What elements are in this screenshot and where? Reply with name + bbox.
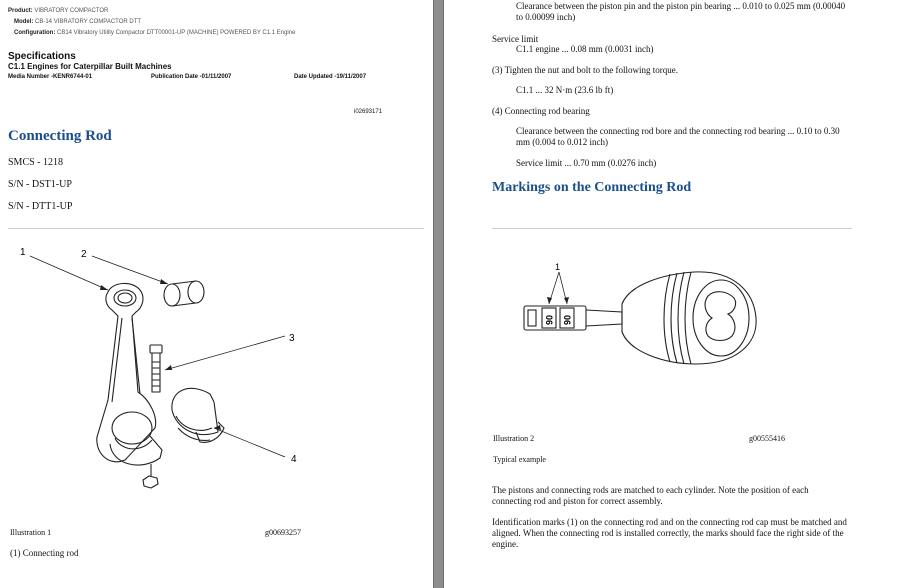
right-page	[444, 0, 903, 588]
bore-clearance: Clearance between the connecting rod bore and the connecting rod bearing ... 0.10 to 0.30	[516, 126, 840, 136]
section-title-markings: Markings on the Connecting Rod	[492, 180, 692, 195]
smcs-code: SMCS - 1218	[8, 157, 64, 168]
bore-clearance-cont: mm (0.004 to 0.012 inch)	[516, 137, 608, 147]
service-limit-label: Service limit	[492, 34, 539, 44]
doc-id: i02693171	[354, 109, 383, 115]
model-line	[14, 19, 141, 25]
page-gutter	[433, 0, 444, 588]
model-value: CB-14 VIBRATORY COMPACTOR DTT	[35, 19, 142, 25]
configuration-label: Configuration:	[14, 30, 56, 36]
left-page	[0, 0, 433, 588]
doc-subtitle: C1.1 Engines for Caterpillar Built Machines	[8, 62, 172, 71]
divider	[8, 228, 424, 229]
mark-right: 06	[562, 314, 572, 326]
product-value: VIBRATORY COMPACTOR	[34, 8, 109, 14]
torque-value: C1.1 ... 32 N·m (23.6 lb ft)	[516, 85, 614, 95]
callout-2: 2	[81, 249, 87, 260]
step-4-bearing: (4) Connecting rod bearing	[492, 106, 590, 116]
section-title-connecting-rod: Connecting Rod	[8, 128, 112, 144]
step-3-torque: (3) Tighten the nut and bolt to the following torque.	[492, 65, 678, 75]
illustration-1-connecting-rod-exploded	[0, 232, 433, 522]
callout-1: 1	[20, 247, 26, 258]
paragraph-1-line-2: connecting rod and piston for correct assembly.	[492, 496, 663, 506]
model-label: Model:	[14, 19, 34, 25]
illustration-1-label: Illustration 1	[10, 528, 52, 537]
callout-3: 3	[289, 333, 295, 344]
illustration-2-caption: Typical example	[493, 455, 546, 464]
serial-number-2: S/N - DTT1-UP	[8, 201, 73, 212]
callout-4: 4	[291, 454, 297, 465]
illustration-2-label: Illustration 2	[493, 434, 535, 443]
product-line	[8, 8, 108, 14]
divider	[492, 228, 852, 229]
doc-title: Specifications	[8, 51, 76, 62]
product-label: Product:	[8, 8, 33, 14]
configuration-line	[14, 30, 295, 36]
illustration-1-id: g00693257	[265, 528, 301, 537]
callout-1: 1	[555, 262, 561, 272]
illustration-2-id: g00555416	[749, 434, 785, 443]
illustration-2-rod-markings	[444, 232, 903, 422]
serial-number-1: S/N - DST1-UP	[8, 179, 72, 190]
paragraph-2-line-2: aligned. When the connecting rod is installed correctly, the marks should face the right side of the	[492, 528, 844, 538]
publication-date: Publication Date -01/11/2007	[151, 74, 232, 80]
media-number: Media Number -KENR6744-01	[8, 74, 93, 80]
service-limit-value: C1.1 engine ... 0.08 mm (0.0031 inch)	[516, 44, 654, 54]
mark-left: 06	[544, 314, 554, 326]
bore-service-limit: Service limit ... 0.70 mm (0.0276 inch)	[516, 158, 657, 168]
paragraph-2-line-1: Identification marks (1) on the connecting rod and on the connecting rod cap must be matched and	[492, 517, 847, 527]
configuration-value: CB14 Vibratory Utility Compactor DTT00001-UP (MACHINE) POWERED BY C1.1 Engine	[57, 30, 296, 36]
date-updated: Date Updated -19/11/2007	[294, 74, 367, 80]
paragraph-2-line-3: engine.	[492, 539, 519, 549]
piston-pin-clearance-cont: to 0.00099 inch)	[516, 12, 576, 22]
piston-pin-clearance: Clearance between the piston pin and the piston pin bearing ... 0.010 to 0.025 mm (0.00040	[516, 1, 846, 11]
paragraph-1-line-1: The pistons and connecting rods are matched to each cylinder. Note the position of each	[492, 485, 809, 495]
illustration-1-caption: (1) Connecting rod	[10, 548, 79, 558]
